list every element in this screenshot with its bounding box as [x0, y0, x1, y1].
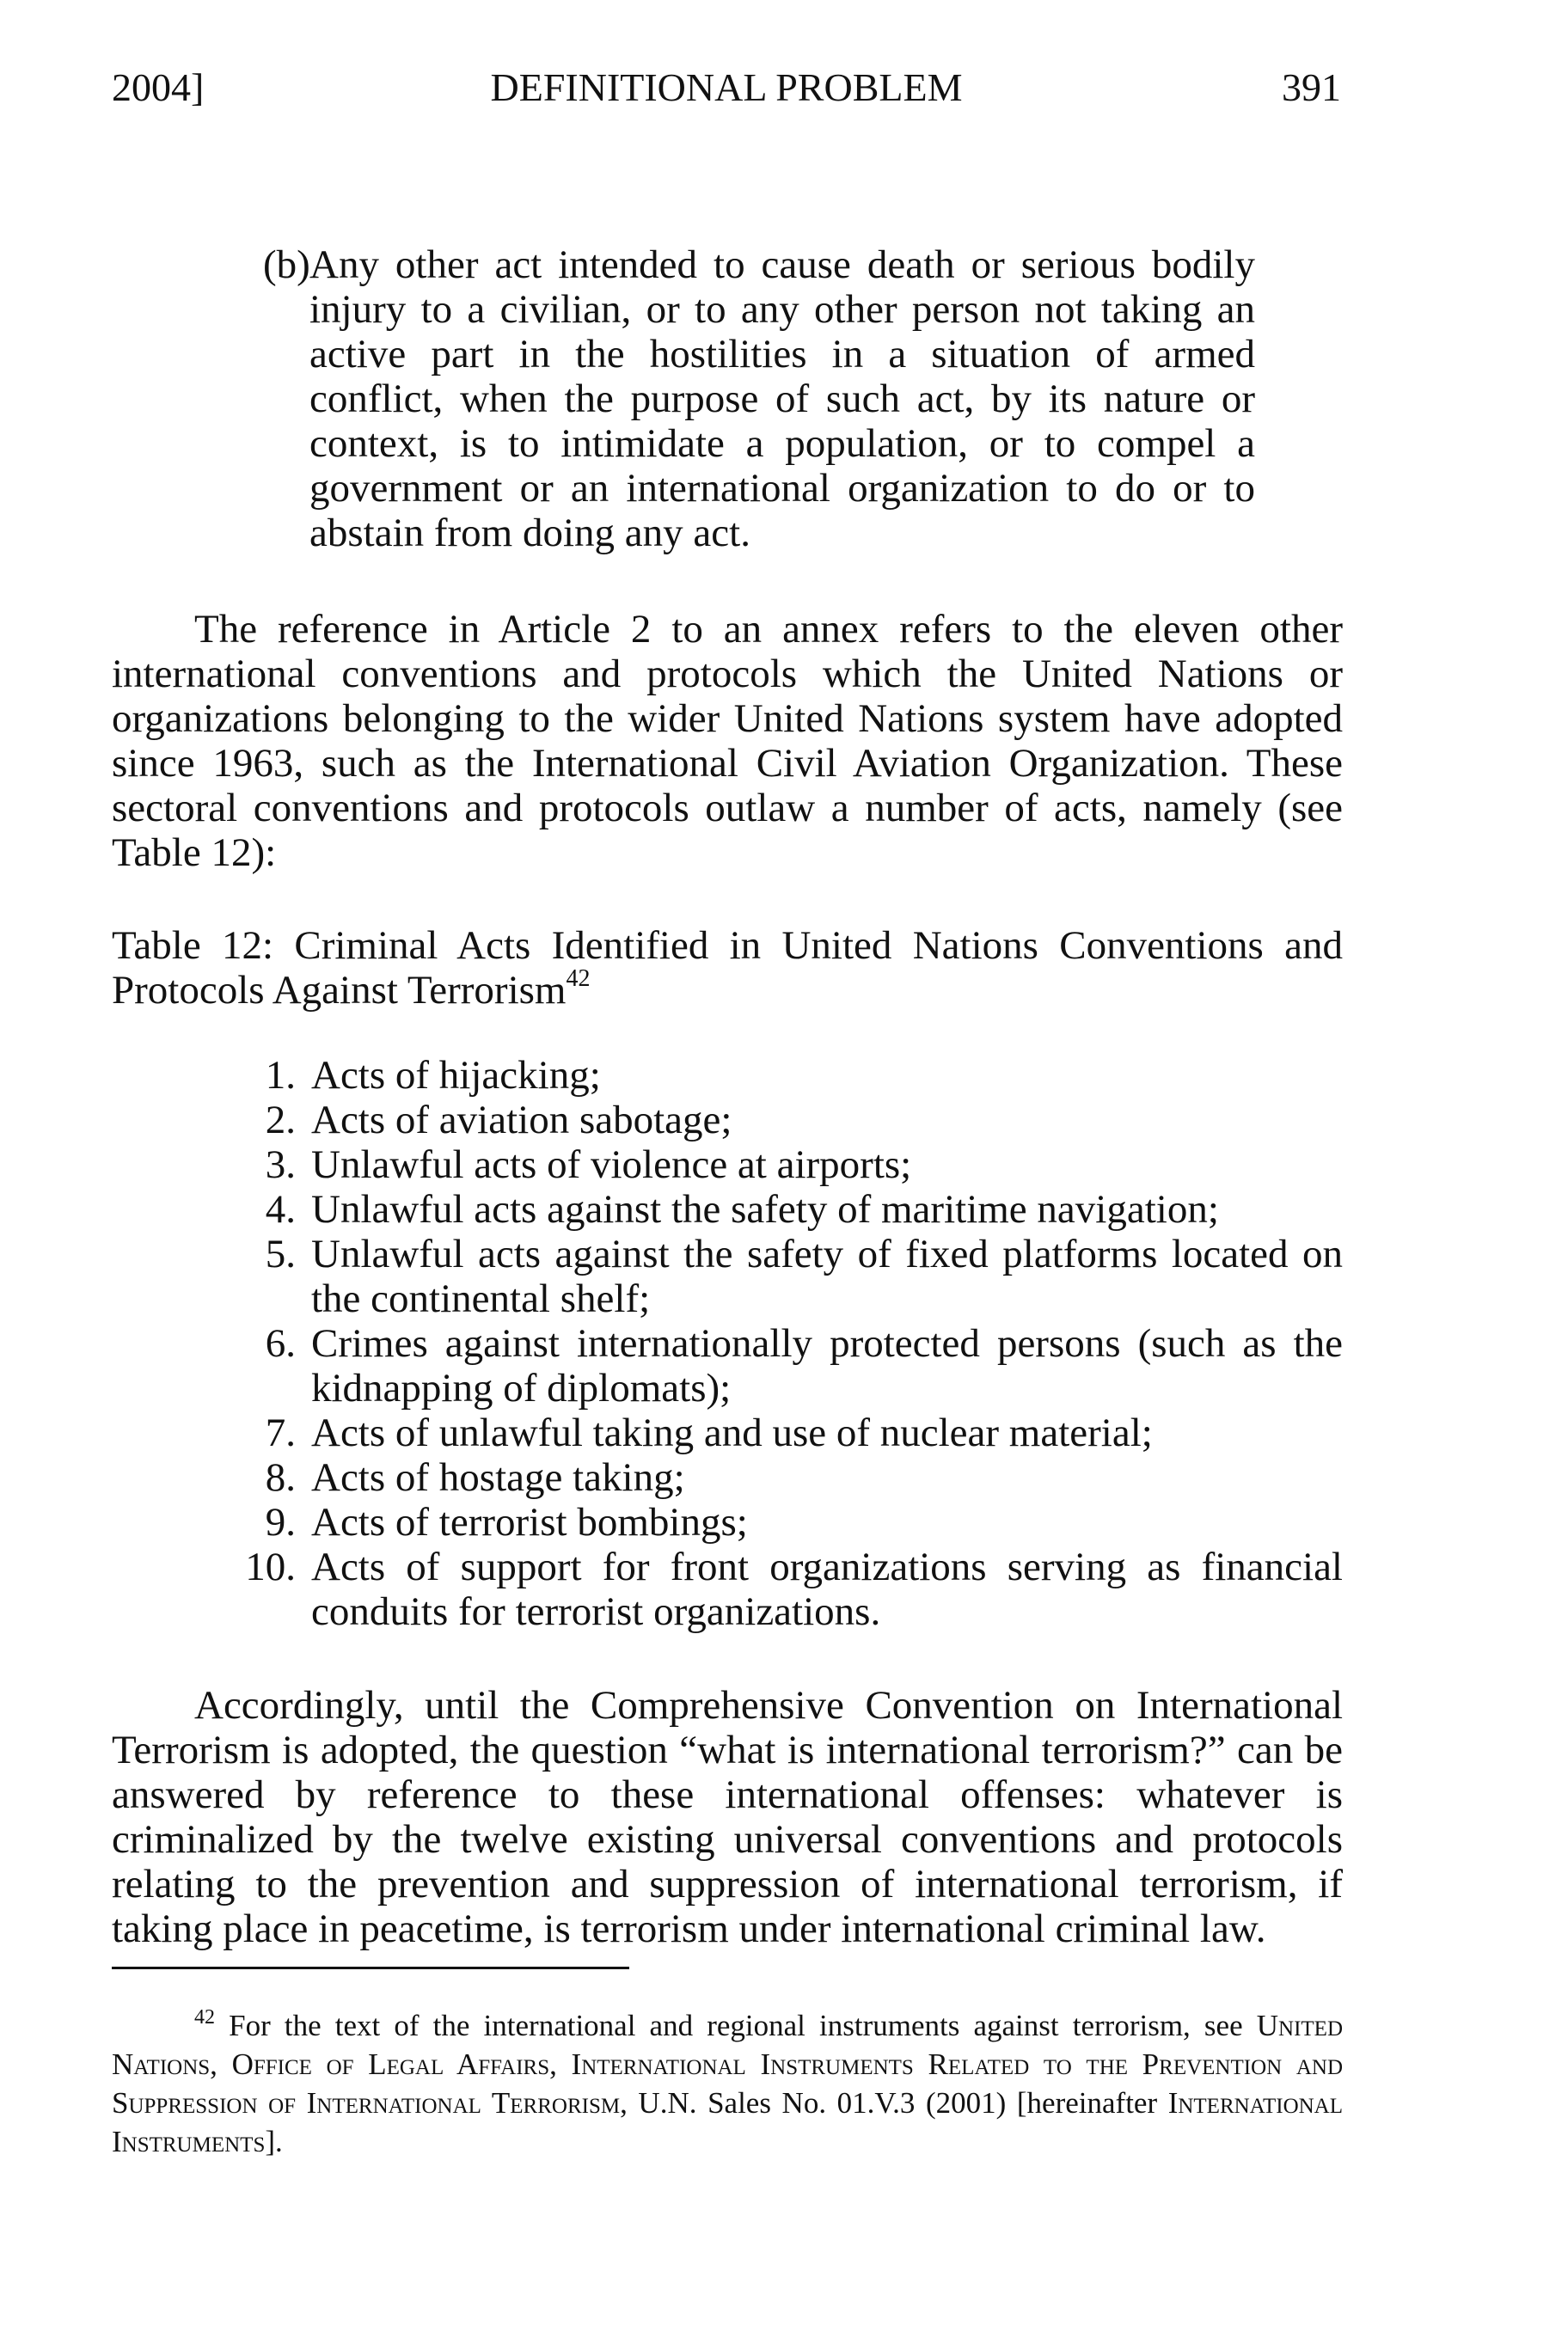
footnote-42 — [112, 2006, 1343, 2161]
list-item — [225, 1545, 1343, 1634]
list-item — [225, 1187, 1343, 1232]
block-quote — [263, 242, 1255, 555]
list-item — [225, 1053, 1343, 1098]
table-caption — [112, 923, 1343, 1013]
list-item-number: 6. — [265, 1321, 296, 1366]
list-item — [225, 1411, 1343, 1455]
list-item-number: 7. — [265, 1411, 296, 1455]
list-item-text: Acts of hijacking; — [311, 1053, 601, 1098]
list-item-number: 2. — [265, 1098, 296, 1142]
list-item-number: 5. — [265, 1232, 296, 1276]
list-item-number: 9. — [265, 1500, 296, 1545]
list-item — [225, 1142, 1343, 1187]
header-title: DEFINITIONAL PROBLEM — [490, 65, 963, 109]
page-number: 391 — [1282, 65, 1341, 109]
running-header — [112, 62, 1341, 113]
list-item-text: Acts of hostage taking; — [311, 1455, 685, 1500]
table-caption-text: Table 12: Criminal Acts Identified in United Nations Conventions and Protocols Against Terrorism — [112, 923, 1343, 1013]
quote-text: Any other act intended to cause death or serious bodily injury to a civilian, or to any other person not taking an active part in the hostilities in a situation of armed conflict, when the purpose of such act, by its nature or context, is to intimidate a population, or to compel a government or an international organization to do or to abstain from doing any act. — [309, 242, 1255, 555]
footnote-text-middle: , U.N. Sales No. 01.V.3 (2001) [hereinafter — [620, 2086, 1158, 2120]
list-item-text: Unlawful acts against the safety of maritime navigation; — [311, 1187, 1219, 1232]
list-item — [225, 1098, 1343, 1142]
paragraph-accordingly: Accordingly, until the Comprehensive Convention on International Terrorism is adopted, the question “what is international terrorism?” can be answered by reference to these international offenses: whatever is criminalized by the twelve existing universal conventions and protocols relating to the prevention and suppression of international terrorism, if taking place in peacetime, is terrorism under international criminal law. — [112, 1683, 1343, 1951]
list-item-number: 10. — [245, 1545, 296, 1589]
list-item-text: Crimes against internationally protected persons (such as the kidnapping of diplomats); — [311, 1321, 1343, 1411]
list-item — [225, 1321, 1343, 1411]
footnote-source-title: United Nations, Office of Legal Affairs, International Instruments Related to the Prevention and Suppression of International Terrorism — [112, 2009, 1344, 2120]
footnote-short-title: International Instruments — [112, 2086, 1343, 2158]
list-item-text: Unlawful acts against the safety of fixed platforms located on the continental shelf; — [311, 1232, 1343, 1321]
paragraph-annex-reference: The reference in Article 2 to an annex refers to the eleven other international conventions and protocols which the United Nations or organizations belonging to the wider United Nations system have adopted since 1963, such as the International Civil Aviation Organization. These sectoral conventions and protocols outlaw a number of acts, namely (see Table 12): — [112, 607, 1343, 875]
list-item — [225, 1500, 1343, 1545]
criminal-acts-list — [225, 1053, 1343, 1634]
list-item — [225, 1455, 1343, 1500]
list-item-text: Acts of terrorist bombings; — [311, 1500, 748, 1545]
list-item-number: 1. — [265, 1053, 296, 1098]
list-item-text: Acts of support for front organizations serving as financial conduits for terrorist organizations. — [311, 1545, 1343, 1634]
footnote-number: 42 — [194, 2006, 215, 2029]
list-item-text: Acts of aviation sabotage; — [311, 1098, 732, 1142]
list-item — [225, 1232, 1343, 1321]
header-year: 2004] — [112, 65, 205, 109]
list-item-number: 4. — [265, 1187, 296, 1232]
list-item-text: Unlawful acts of violence at airports; — [311, 1142, 912, 1187]
list-item-number: 3. — [265, 1142, 296, 1187]
quote-label: (b) — [263, 242, 310, 287]
footnote-reference: 42 — [566, 965, 591, 992]
footnote-divider — [112, 1967, 629, 1969]
footnote-text-before: For the text of the international and regional instruments against terrorism, see — [229, 2009, 1243, 2042]
list-item-number: 8. — [265, 1455, 296, 1500]
footnote-text-after: ]. — [265, 2125, 283, 2158]
list-item-text: Acts of unlawful taking and use of nuclear material; — [311, 1411, 1153, 1455]
